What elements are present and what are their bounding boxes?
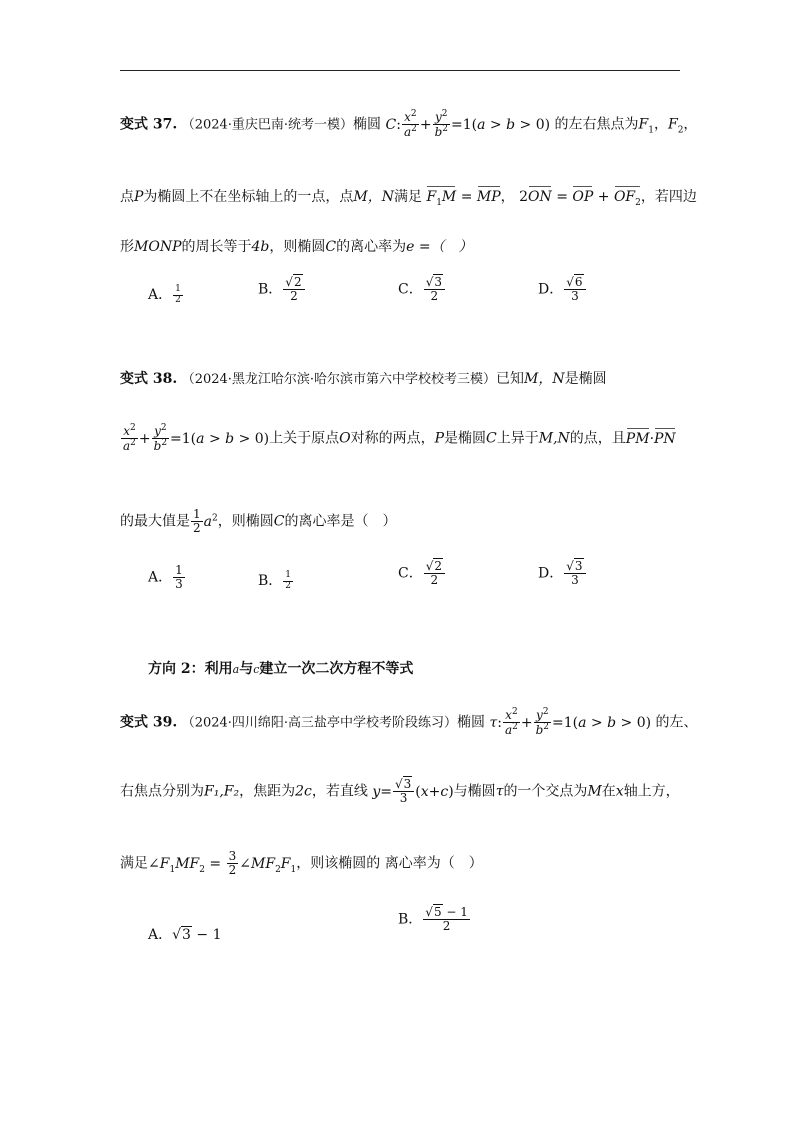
q37-vector-condition: $F_1M$ = MP， 2ON = OP + $OF_2$ [426, 189, 641, 208]
q37-source: （2024·重庆巴南·统考一模） [181, 117, 354, 133]
q37-option-c[interactable]: C． $\frac{√3}{2}$ [398, 276, 446, 303]
q37-label: 变式 37. [120, 116, 178, 133]
q39-line1: 变式 39. （2024·四川绵阳·高三盐亭中学校考阶段练习）椭圆 τ: $\frac{x^2}{a^2}$ + $\frac{y^2}{b^2}$ =1(a > b > 0) 的左、 [120, 707, 698, 738]
q39-source: （2024·四川绵阳·高三盐亭中学校考阶段练习） [181, 715, 458, 731]
q37-line1: 变式 37. （2024·重庆巴南·统考一模）椭圆 C: $\frac{x^2}{a^2}$ + $\frac{y^2}{b^2}$ =1(a > b > 0) 的左右焦点为$F_1$，$F_2$， [120, 109, 698, 140]
q38-label: 变式 38. [120, 371, 178, 387]
q38-option-d[interactable]: D． $\frac{√3}{3}$ [538, 560, 587, 587]
q37-f2: F [667, 116, 678, 133]
q38-option-a[interactable]: A． $\frac{1}{3}$ [148, 563, 183, 592]
q37-option-d[interactable]: D． $\frac{√6}{3}$ [538, 276, 587, 303]
q39-angle-eq: $\angle F_1MF_2$ = $\frac{3}{2}$ $\angle MF_2F_1$ [148, 849, 297, 878]
q39-line-eq: y= $\frac{√3}{3}$ (x+c) [372, 777, 454, 806]
q38-ellipse-eq: $\frac{x^2}{a^2}$ + $\frac{y^2}{b^2}$ =1(a > b > 0) [123, 423, 270, 454]
q37-f1: F [638, 116, 649, 133]
q39-option-a[interactable]: A．√3 − 1 [148, 927, 222, 943]
q38-option-c[interactable]: C． $\frac{√2}{2}$ [398, 560, 446, 587]
q37-line2: 点P为椭圆上不在坐标轴上的一点，点M，N满足 $F_1M$ = MP， 2ON = OP + $OF_2$，若四边 [120, 189, 697, 208]
q39-ellipse-eq: τ: $\frac{x^2}{a^2}$ + $\frac{y^2}{b^2}$ =1(a > b > 0) [489, 707, 652, 738]
q39-label: 变式 39. [120, 714, 178, 731]
q37-ellipse-eq: C: $\frac{x^2}{a^2}$ + $\frac{y^2}{b^2}$ =1(a > b > 0) [385, 109, 551, 140]
q37-text2: 的左右焦点为 [554, 116, 639, 133]
q37-option-a[interactable]: A． $\frac{1}{2}$ [148, 283, 181, 305]
q39-line3: 满足$\angle F_1MF_2$ = $\frac{3}{2}$ $\angle MF_2F_1$，则该椭圆的 离心率为（ ） [120, 849, 483, 878]
q38-dot-product: PM·PN [625, 430, 676, 447]
q38-option-b[interactable]: B． $\frac{1}{2}$ [258, 569, 292, 591]
q37-text1: 椭圆 [353, 116, 382, 133]
q38-line1: 变式 38. （2024·黑龙江哈尔滨·哈尔滨市第六中学校校考三模）已知M，N是椭圆 [120, 371, 607, 387]
header-rule [120, 70, 680, 71]
q38-line3: 的最大值是 $\frac{1}{2}$ $a^2$，则椭圆C的离心率是（ ） [120, 507, 397, 536]
q37-line3: 形MONP的周长等于4b，则椭圆C的离心率为e =（ ） [120, 239, 473, 255]
q38-line2: $\frac{x^2}{a^2}$ + $\frac{y^2}{b^2}$ =1(a > b > 0)上关于原点O对称的两点，P是椭圆C上异于M,N的点，且PM·PN [120, 424, 676, 453]
q37-option-b[interactable]: B． $\frac{√2}{2}$ [258, 276, 306, 303]
q39-line2: 右焦点分别为F₁,F₂，焦距为2c，若直线 y= $\frac{√3}{3}$ (x+c)与椭圆τ的一个交点为M在x轴上方， [120, 777, 680, 806]
q38-source: （2024·黑龙江哈尔滨·哈尔滨市第六中学校校考三模） [181, 372, 497, 387]
q39-option-b[interactable]: B． $\frac{√5 - 1}{2}$ [398, 905, 468, 934]
section-heading: 方向 2：利用a与c建立一次二次方程不等式 [148, 661, 414, 677]
